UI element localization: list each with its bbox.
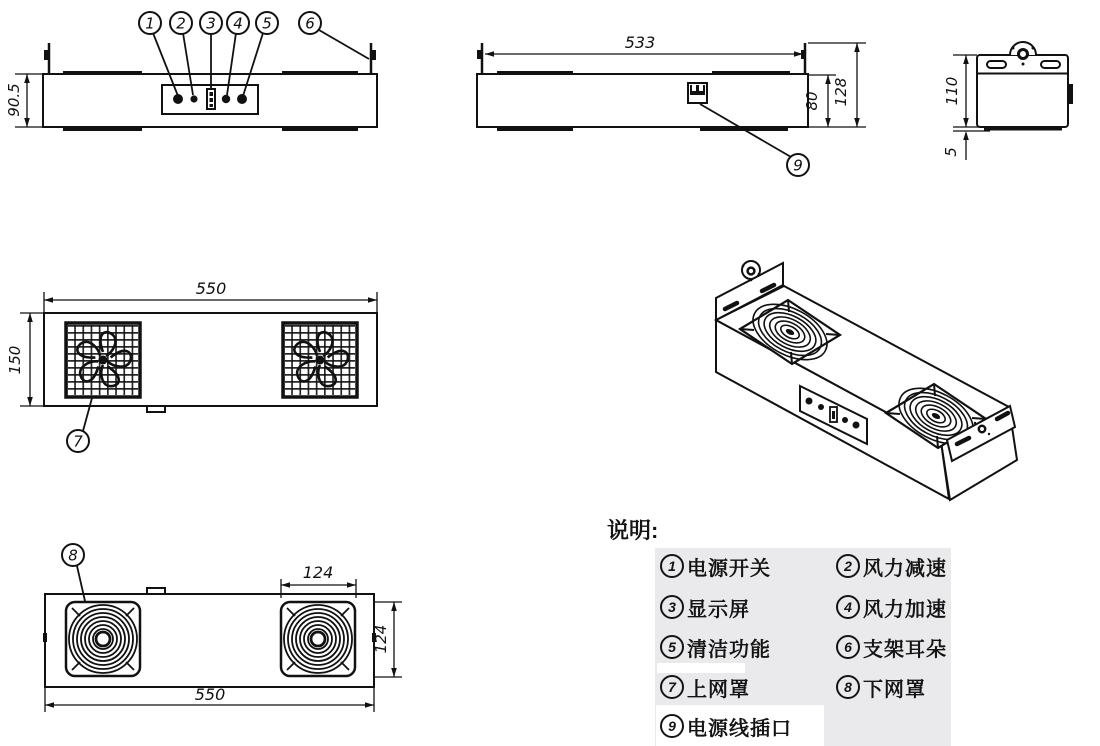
callout-2 (170, 12, 192, 34)
svg-text:5: 5 (262, 14, 272, 33)
upper-mesh-cover-right (283, 323, 357, 397)
bottom-view (43, 544, 402, 712)
rear-view (477, 33, 866, 176)
clean-button (237, 94, 247, 104)
rear-tab (147, 588, 165, 594)
svg-text:7: 7 (73, 432, 83, 451)
callout-4 (227, 12, 249, 34)
upper-mesh-cover-left (66, 323, 140, 397)
dim-bottom-fan-width (281, 563, 356, 598)
speed-down-button (190, 95, 197, 102)
svg-text:533: 533 (624, 33, 656, 52)
svg-text:90.5: 90.5 (5, 83, 23, 117)
circled-number: 2 (836, 554, 860, 578)
circled-number: 1 (660, 554, 684, 578)
svg-text:150: 150 (6, 345, 24, 375)
svg-text:4: 4 (233, 14, 243, 33)
bracket-ear-right (801, 43, 806, 74)
dim-bottom-fan-height (372, 602, 402, 677)
legend-item-power-socket (660, 713, 792, 739)
circled-number: 3 (660, 595, 684, 619)
dim-bottom-width (45, 685, 374, 712)
power-socket (688, 83, 707, 103)
legend-item-display (660, 594, 750, 620)
svg-text:3: 3 (206, 14, 216, 33)
circled-number: 6 (836, 635, 860, 659)
legend-item-label: 电源开关 (687, 557, 771, 580)
speed-up-button (222, 95, 230, 103)
dim-front-height (5, 74, 43, 127)
circled-number: 4 (836, 595, 860, 619)
legend-item-wind-decrease (836, 553, 947, 579)
svg-text:124: 124 (302, 563, 334, 582)
bracket-ear-left (44, 43, 49, 74)
circled-number: 9 (660, 714, 684, 738)
bracket-ear-left (477, 43, 482, 74)
svg-text:8: 8 (68, 546, 78, 565)
callout-8 (62, 544, 84, 566)
svg-text:550: 550 (195, 279, 227, 298)
legend-item-label: 电源线插口 (687, 717, 792, 740)
dim-rear-total-height (808, 43, 866, 127)
lower-mesh-cover-right (281, 602, 355, 676)
dim-top-width (44, 279, 377, 313)
legend-item-label: 风力加速 (863, 598, 947, 621)
side-view (942, 42, 1073, 160)
callout-7 (67, 430, 89, 452)
legend-item-upper-mesh (660, 674, 750, 700)
legend-item-label: 上网罩 (687, 678, 750, 701)
legend-title: 说明: (607, 518, 659, 543)
legend-item-label: 清洁功能 (687, 638, 771, 661)
dim-rear-width (485, 33, 803, 57)
svg-text:2: 2 (176, 14, 186, 33)
dim-top-depth (6, 313, 44, 406)
svg-text:6: 6 (305, 14, 315, 33)
rear-tab (147, 406, 165, 412)
legend-item-wind-increase (836, 594, 947, 620)
legend-item-clean-function (660, 634, 771, 660)
svg-text:128: 128 (832, 77, 850, 107)
callout-5 (256, 12, 278, 34)
legend-item-label: 下网罩 (863, 678, 926, 701)
circled-number: 8 (836, 675, 860, 699)
circled-number: 7 (660, 675, 684, 699)
callout-1 (139, 12, 161, 34)
control-panel (162, 85, 258, 114)
legend-item-power-switch (660, 553, 771, 579)
legend-item-label: 支架耳朵 (863, 638, 947, 661)
legend-gap (657, 663, 745, 673)
legend-item-label: 显示屏 (687, 598, 750, 621)
dim-side-flange (942, 131, 990, 160)
legend-item-bracket-ears (836, 634, 947, 660)
ear-slot-left (987, 61, 1006, 68)
svg-text:5: 5 (942, 147, 960, 157)
top-view (6, 279, 377, 452)
lower-mesh-cover-left (66, 602, 140, 676)
legend-item-lower-mesh (836, 674, 926, 700)
svg-text:550: 550 (194, 685, 226, 704)
callout-6 (299, 12, 321, 34)
circled-number: 5 (660, 635, 684, 659)
svg-text:80: 80 (803, 91, 821, 111)
svg-text:124: 124 (372, 624, 390, 654)
svg-text:110: 110 (943, 76, 961, 106)
isometric-view (716, 261, 1017, 500)
legend-item-label: 风力减速 (863, 557, 947, 580)
callout-9 (787, 154, 809, 176)
bracket-ear-right (371, 43, 376, 74)
svg-text:1: 1 (145, 14, 155, 33)
svg-text:9: 9 (793, 156, 803, 175)
front-view (5, 12, 377, 131)
ear-slot-right (1041, 61, 1060, 68)
callout-3 (200, 12, 222, 34)
